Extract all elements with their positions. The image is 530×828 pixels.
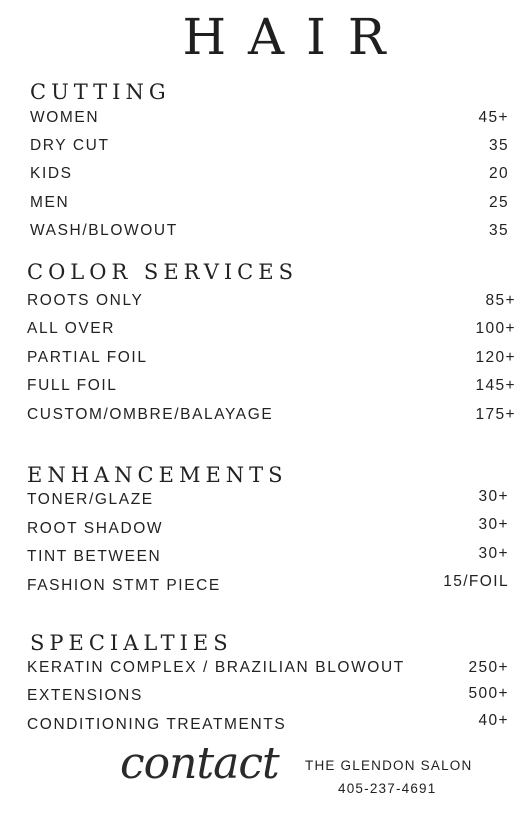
menu-item-price: 20: [488, 165, 509, 182]
section-heading-color-services: COLOR SERVICES: [27, 260, 298, 284]
menu-item-price: 175+: [475, 406, 516, 423]
menu-item-label: ALL OVER: [27, 320, 116, 337]
menu-item-price: 145+: [475, 377, 516, 394]
menu-item-price: 35: [488, 137, 509, 154]
menu-item-price: 250+: [468, 659, 509, 676]
menu-item-price: 500+: [468, 685, 509, 702]
menu-item-price: 40+: [478, 712, 509, 729]
menu-item-price: 30+: [478, 488, 509, 505]
menu-item-price: 120+: [475, 349, 516, 366]
menu-item-label: KIDS: [30, 165, 73, 182]
menu-item-price: 100+: [475, 320, 516, 337]
menu-item-label: ROOTS ONLY: [27, 292, 144, 309]
menu-item-label: TINT BETWEEN: [27, 548, 162, 565]
menu-item-price: 30+: [478, 545, 509, 562]
contact-script-heading: contact: [120, 738, 279, 789]
menu-item-label: EXTENSIONS: [27, 687, 143, 704]
menu-item-label: ROOT SHADOW: [27, 520, 164, 537]
menu-item-price: 15/FOIL: [443, 573, 509, 590]
salon-phone: 405-237-4691: [338, 781, 437, 796]
menu-item-price: 30+: [478, 516, 509, 533]
page-title: HAIR: [182, 8, 408, 66]
menu-item-price: 35: [488, 222, 509, 239]
menu-item-label: WOMEN: [30, 109, 100, 126]
menu-item-price: 25: [488, 194, 509, 211]
menu-item-label: KERATIN COMPLEX / BRAZILIAN BLOWOUT: [27, 659, 405, 676]
menu-item-price: 45+: [478, 109, 509, 126]
section-heading-enhancements: ENHANCEMENTS: [27, 463, 288, 487]
menu-item-label: CONDITIONING TREATMENTS: [27, 716, 287, 733]
menu-item-label: DRY CUT: [30, 137, 110, 154]
salon-name: THE GLENDON SALON: [305, 758, 473, 773]
menu-item-label: FULL FOIL: [27, 377, 118, 394]
menu-item-label: MEN: [30, 194, 70, 211]
section-heading-specialties: SPECIALTIES: [30, 631, 233, 655]
menu-item-price: 85+: [485, 292, 516, 309]
menu-item-label: CUSTOM/OMBRE/BALAYAGE: [27, 406, 274, 423]
menu-item-label: TONER/GLAZE: [27, 491, 154, 508]
menu-item-label: PARTIAL FOIL: [27, 349, 148, 366]
menu-item-label: WASH/BLOWOUT: [30, 222, 178, 239]
menu-item-label: FASHION STMT PIECE: [27, 577, 221, 594]
section-heading-cutting: CUTTING: [30, 80, 171, 104]
